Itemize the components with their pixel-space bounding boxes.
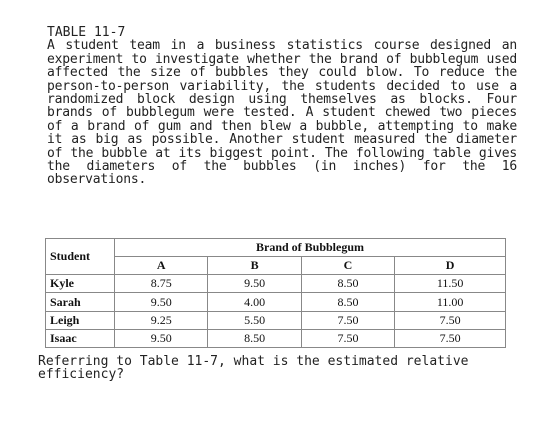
table-cell: 11.00 [395, 293, 506, 311]
table-row [46, 275, 506, 293]
table-row [46, 311, 506, 329]
table-cell: 7.50 [395, 329, 506, 347]
student-name: Leigh [46, 311, 115, 329]
brand-header: D [395, 257, 506, 275]
table-cell: 5.50 [208, 311, 301, 329]
table-cell: 8.75 [115, 275, 208, 293]
student-name: Isaac [46, 329, 115, 347]
table-row [46, 329, 506, 347]
table-cell: 8.50 [301, 293, 394, 311]
student-column-header: Student [46, 239, 115, 275]
student-name: Kyle [46, 275, 115, 293]
table-row [46, 293, 506, 311]
question-text: Referring to Table 11-7, what is the estimated relative efficiency? [38, 354, 469, 383]
student-name: Sarah [46, 293, 115, 311]
table-title: TABLE 11-7 [47, 25, 126, 40]
table-cell: 9.25 [115, 311, 208, 329]
data-table [45, 238, 506, 348]
table-cell: 8.50 [301, 275, 394, 293]
table-cell: 8.50 [208, 329, 301, 347]
table-cell: 9.50 [115, 329, 208, 347]
problem-paragraph: A student team in a business statistics course designed an experiment to investigate whether the brand of bubblegum used affected the size of bubbles they could blow. To reduce the person-to-person variability, the students decided to use a randomized block design using themselves as blocks. Four brands of bubblegum were tested. A student chewed two pieces of a brand of gum and then blew a bubble, attempting to make it as big as possible. Another student measured the diameter of the bubble at its biggest point. The following table gives the diameters of the bubbles (in inches) for the 16 observations. [47, 38, 517, 188]
table-cell: 11.50 [395, 275, 506, 293]
brand-group-header: Brand of Bubblegum [115, 239, 506, 257]
table-cell: 4.00 [208, 293, 301, 311]
problem-statement [47, 26, 517, 187]
brand-header: C [301, 257, 394, 275]
table-header-row [46, 239, 506, 257]
brand-header: B [208, 257, 301, 275]
table-cell: 7.50 [301, 311, 394, 329]
brand-header: A [115, 257, 208, 275]
table-cell: 7.50 [395, 311, 506, 329]
brand-header-row [46, 257, 506, 275]
table-cell: 9.50 [208, 275, 301, 293]
table-cell: 9.50 [115, 293, 208, 311]
table-cell: 7.50 [301, 329, 394, 347]
